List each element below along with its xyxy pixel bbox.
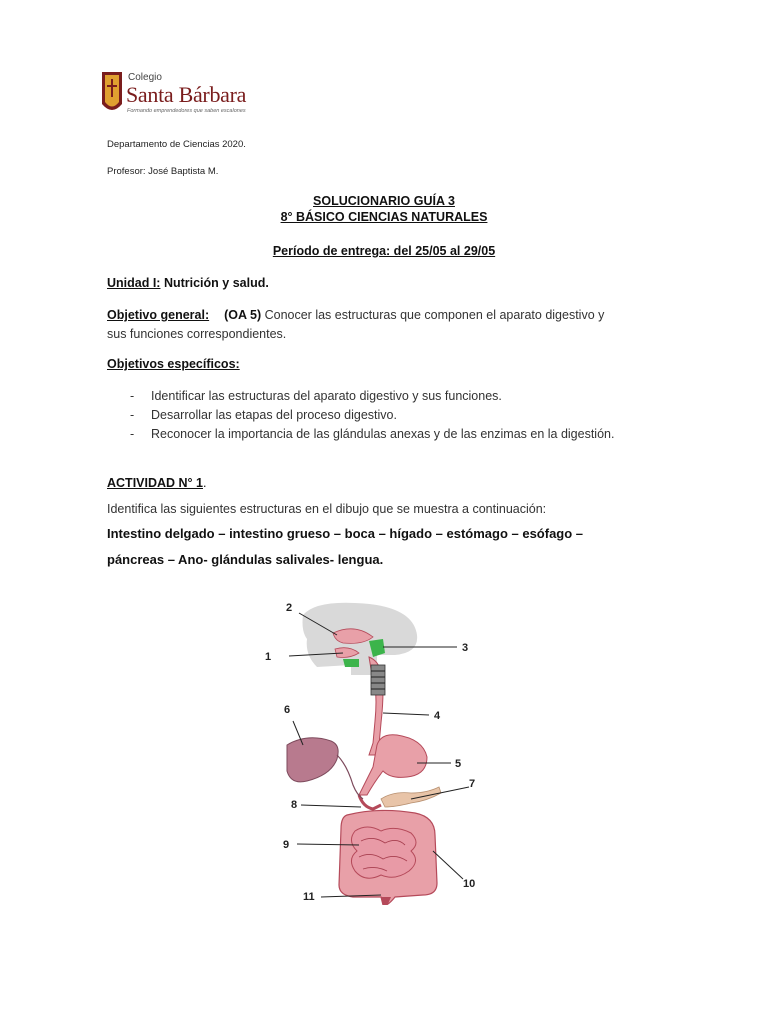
label-9: 9 <box>283 839 290 851</box>
logo-tagline: Formando emprendedores que saben escalones <box>127 108 246 114</box>
bile-duct <box>337 755 363 799</box>
activity-heading <box>107 476 206 490</box>
unit-line <box>107 276 269 290</box>
small-intestine <box>351 827 416 878</box>
specific-objective-item: Reconocer la importancia de las glándulas anexas y de las enzimas en la digestión. <box>151 427 615 441</box>
page-title: SOLUCIONARIO GUÍA 3 <box>313 194 455 208</box>
label-11: 11 <box>303 891 315 903</box>
label-2: 2 <box>286 602 293 614</box>
logo-school-name: Santa Bárbara <box>126 82 247 107</box>
objective-text-2: sus funciones correspondientes. <box>107 327 287 341</box>
activity-label: ACTIVIDAD N° 1 <box>107 476 203 490</box>
salivary-gland-sublingual <box>343 659 359 667</box>
liver <box>287 738 338 782</box>
logo-colegio-text: Colegio <box>128 72 162 83</box>
unit-label: Unidad I: <box>107 276 161 290</box>
label-3: 3 <box>462 642 469 654</box>
bullet-dash: - <box>130 408 135 422</box>
label-7: 7 <box>469 778 476 790</box>
general-objective <box>107 306 662 344</box>
digestive-system-diagram <box>255 595 490 905</box>
label-4: 4 <box>434 710 441 722</box>
structures-list-line-1: Intestino delgado – intestino grueso – boca – hígado – estómago – esófago – <box>107 526 584 541</box>
specific-objective-item: Desarrollar las etapas del proceso digestivo. <box>151 408 397 422</box>
label-1: 1 <box>265 651 272 663</box>
delivery-period: Período de entrega: del 25/05 al 29/05 <box>272 244 496 258</box>
label-6: 6 <box>284 704 291 716</box>
label-8: 8 <box>291 799 298 811</box>
course-title: 8° BÁSICO CIENCIAS NATURALES <box>280 210 488 224</box>
label-5: 5 <box>455 758 462 770</box>
duodenum <box>359 795 381 809</box>
label-10: 10 <box>463 878 476 890</box>
department-text: Departamento de Ciencias 2020. <box>107 139 246 150</box>
objective-code: (OA 5) <box>224 308 262 322</box>
pancreas <box>381 787 441 807</box>
trachea <box>371 665 385 695</box>
stomach <box>359 735 427 795</box>
activity-dot: . <box>202 476 207 490</box>
structures-list-line-2: páncreas – Ano- glándulas salivales- lengua. <box>107 552 384 567</box>
specific-objective-item: Identificar las estructuras del aparato digestivo y sus funciones. <box>151 389 502 403</box>
bullet-dash: - <box>130 389 135 403</box>
bullet-dash: - <box>130 427 135 441</box>
specific-objectives-label: Objetivos específicos: <box>107 357 240 371</box>
unit-value: Nutrición y salud. <box>160 276 269 290</box>
teacher-text: Profesor: José Baptista M. <box>107 166 219 177</box>
objective-label: Objetivo general: <box>107 308 210 322</box>
activity-instruction: Identifica las siguientes estructuras en el dibujo que se muestra a continuación: <box>107 502 547 516</box>
objective-text-1: Conocer las estructuras que componen el aparato digestivo y <box>261 308 605 322</box>
